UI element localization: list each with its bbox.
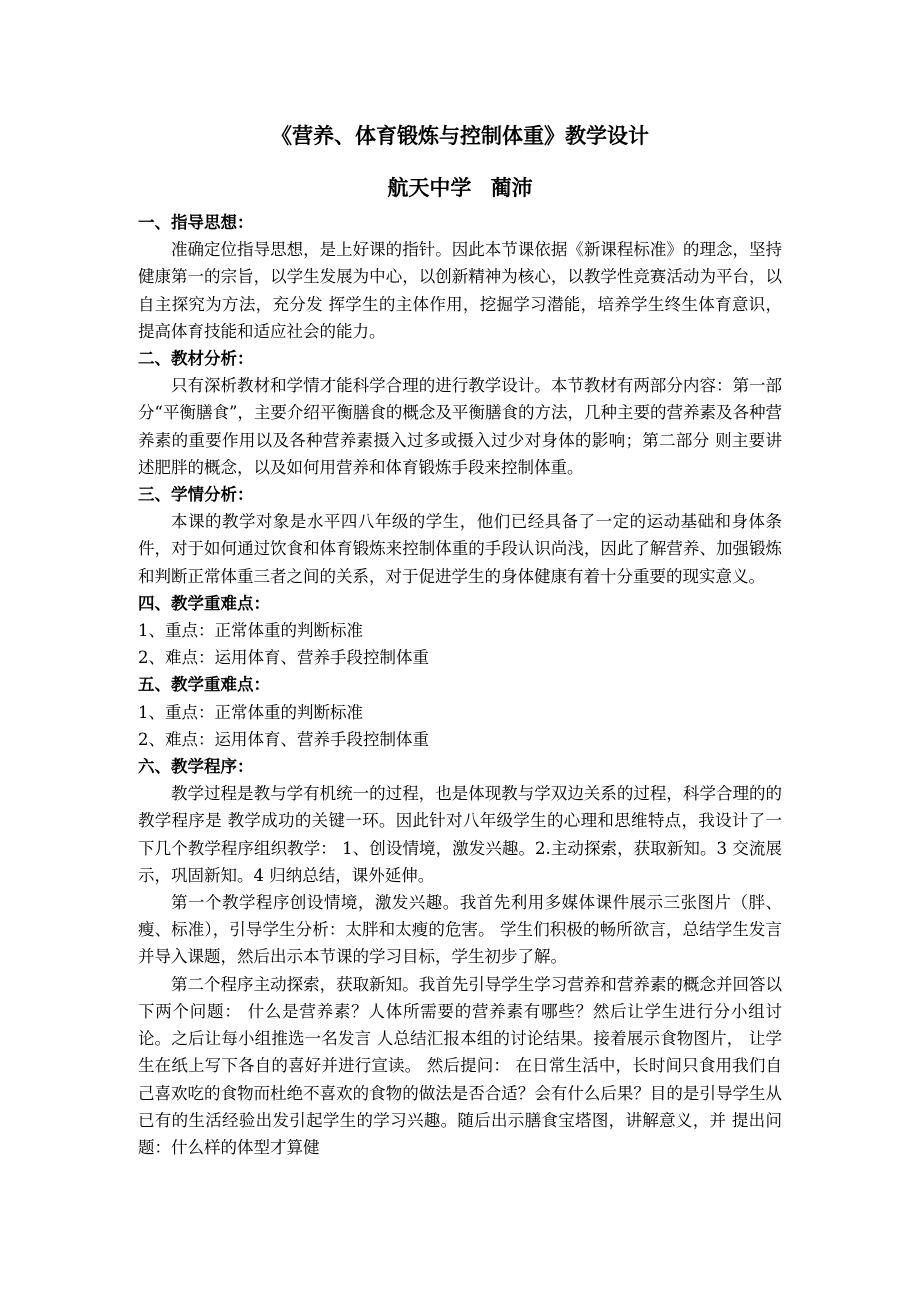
paragraph-teaching-procedure-step1: 第一个教学程序创设情境，激发兴趣。我首先利用多媒体课件展示三张图片（胖、瘦、标准），引导学生分析：太胖和太瘦的危害。 学生们积极的畅所欲言，总结学生发言并导入课题，然后出示本节课的学习目标，学生初步了解。 — [138, 893, 782, 967]
paragraph-student-analysis: 本课的教学对象是水平四八年级的学生，他们已经具备了一定的运动基础和身体条件，对于如何通过饮食和体育锻炼来控制体重的手段认识尚浅，因此了解营养、加强锻炼和判断正常体重三者之间的关系，对于促进学生的身体健康有着十分重要的现实意义。 — [138, 512, 782, 586]
list-item-key-point: 1、重点：正常体重的判断标准 — [138, 621, 363, 641]
document-body — [138, 209, 782, 1161]
section-heading-teaching-procedure: 六、教学程序： — [138, 757, 254, 777]
document-title: 《营养、体育锻炼与控制体重》教学设计 — [271, 123, 649, 148]
section-heading-material-analysis: 二、教材分析： — [138, 349, 254, 369]
paragraph-teaching-procedure-step2: 第二个程序主动探索，获取新知。我首先引导学生学习营养和营养素的概念并回答以下两个问题： 什么是营养素？人体所需要的营养素有哪些？然后让学生进行分小组讨论。之后让每小组推选一名发言 人总结汇报本组的讨论结果。接着展示食物图片， 让学生在纸上写下各自的喜好并进行宣读。 然后提问： 在日常生活中，长时间只食用我们自己喜欢吃的食物而杜绝不喜欢的食物的做法是否合适？会有什么后果？目的是引导学生从已有的生活经验出发引起学生的学习兴趣。随后出示膳食宝塔图，讲解意义，并 提出问题：什么样的体型才算健 — [138, 974, 782, 1157]
list-item-key-point: 1、重点：正常体重的判断标准 — [138, 702, 363, 722]
document-author: 航天中学 蔺沛 — [387, 175, 533, 200]
list-item-difficult-point: 2、难点：运用体育、营养手段控制体重 — [138, 729, 429, 749]
section-heading-guiding-idea: 一、指导思想： — [138, 213, 254, 232]
section-heading-student-analysis: 三、学情分析： — [138, 485, 254, 505]
paragraph-material-analysis: 只有深析教材和学情才能科学合理的进行教学设计。本节教材有两部分内容：第一部分“平衡膳食”，主要介绍平衡膳食的概念及平衡膳食的方法，几种主要的营养素及各种营养素的重要作用以及各种营养素摄入过多或摄入过少对身体的影响；第二部分 则主要讲述肥胖的概念，以及如何用营养和体育锻炼手段来控制体重。 — [138, 376, 782, 477]
paragraph-teaching-procedure-intro: 教学过程是教与学有机统一的过程，也是体现教与学双边关系的过程，科学合理的的教学程序是 教学成功的关键一环。因此针对八年级学生的心理和思维特点，我设计了一下几个教学程序组织教学： 1、创设情境，激发兴趣。2.主动探索，获取新知。3 交流展示，巩固新知。4 归纳总结，课外延伸。 — [138, 784, 782, 885]
section-heading-key-points-2: 五、教学重难点： — [138, 675, 270, 695]
section-heading-key-points-1: 四、教学重难点： — [138, 593, 270, 613]
list-item-difficult-point: 2、难点：运用体育、营养手段控制体重 — [138, 648, 429, 668]
paragraph-guiding-idea: 准确定位指导思想，是上好课的指针。因此本节课依据《新课程标准》的理念，坚持健康第一的宗旨，以学生发展为中心，以创新精神为核心，以教学性竞赛活动为平台，以自主探究为方法，充分发 挥学生的主体作用，挖掘学习潜能，培养学生终生体育意识，提高体育技能和适应社会的能力。 — [138, 240, 782, 341]
